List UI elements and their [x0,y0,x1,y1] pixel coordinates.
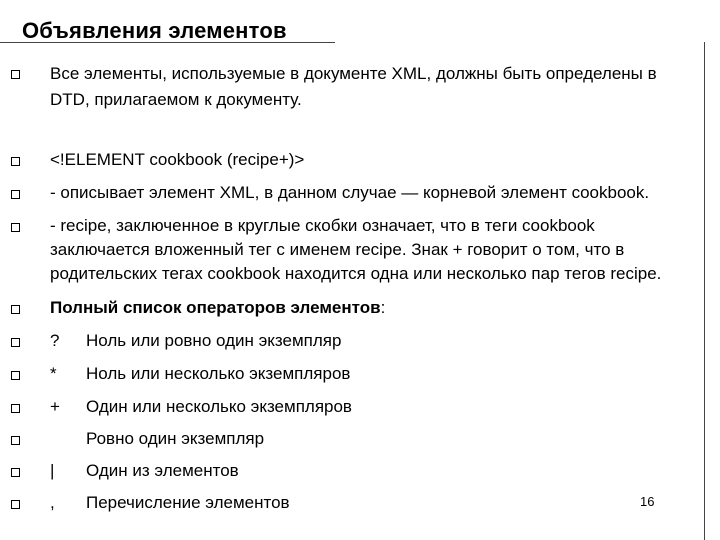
bullet-icon [11,157,20,166]
operator-description: Ноль или ровно один экземпляр [86,331,342,350]
operator-symbol: | [50,461,55,480]
operator-description: Ровно один экземпляр [86,429,265,448]
operator-symbol: + [50,397,60,416]
list-item-text: Все элементы, используемые в документе XML, должны быть определены в [50,64,657,83]
bullet-icon [11,468,20,477]
title-underline [0,42,335,43]
operators-heading-colon: : [380,298,386,317]
bullet-icon [11,500,20,509]
list-item-text-continuation: DTD, прилагаемом к документу. [50,90,302,109]
bullet-icon [11,338,20,347]
page-title: Объявления элементов [22,18,287,43]
bullet-icon [11,305,20,314]
operator-description: Один из элементов [86,461,239,480]
bullet-icon [11,190,20,199]
list-item-text: - описывает элемент XML, в данном случае — корневой элемент cookbook. [50,183,650,202]
operators-heading [50,296,385,320]
operators-heading-bold: Полный список операторов элементов [50,298,381,317]
operator-description: Ноль или несколько экземпляров [86,364,351,383]
bullet-icon [11,436,20,445]
list-item-text-continuation: родительских тегах cookbook находится одна или несколько пар тегов recipe. [50,264,662,283]
operator-symbol: , [50,493,55,512]
right-border-line [704,42,705,540]
operator-symbol: ? [50,331,60,350]
bullet-icon [11,371,20,380]
bullet-icon [11,70,20,79]
bullet-icon [11,404,20,413]
operator-description: Перечисление элементов [86,493,290,512]
operator-symbol: * [50,364,57,383]
list-item-text: <!ELEMENT cookbook (recipe+)> [50,150,305,169]
list-item-text: - recipe, заключенное в круглые скобки означает, что в теги cookbook [50,216,595,235]
page-number: 16 [640,494,655,509]
bullet-icon [11,223,20,232]
operator-description: Один или несколько экземпляров [86,397,352,416]
list-item-text-continuation: заключается вложенный тег с именем recipe. Знак + говорит о том, что в [50,240,625,259]
